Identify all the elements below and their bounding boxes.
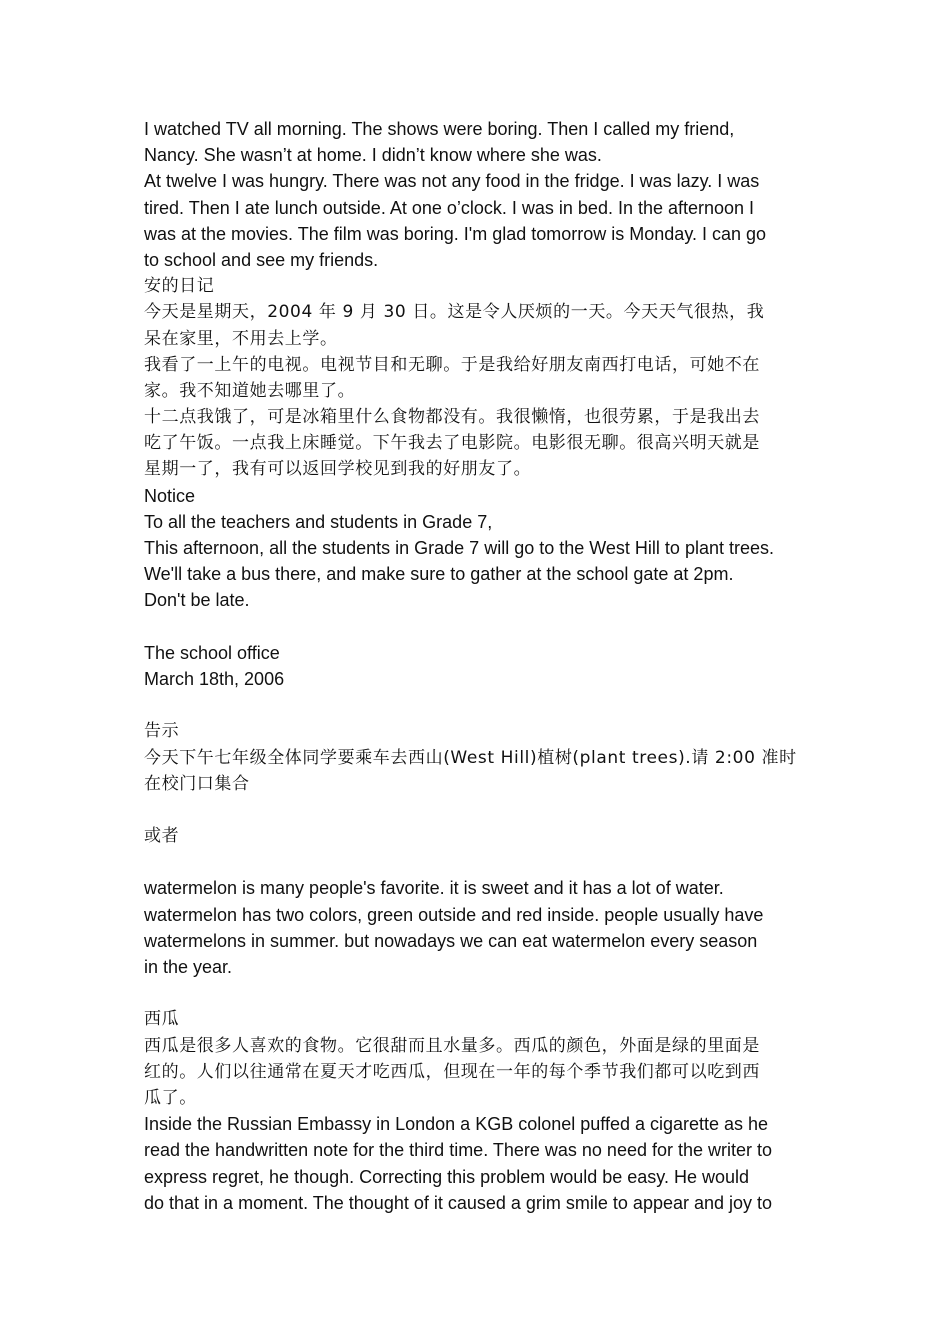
text-line: 或者	[144, 826, 180, 847]
text-line: Don't be late.	[144, 590, 250, 611]
blank-line	[144, 849, 810, 875]
text-line: This afternoon, all the students in Grade 7 will go to the West Hill to plant trees.	[144, 538, 774, 558]
text-line: I watched TV all morning. The shows were boring. Then I called my friend,	[144, 119, 735, 139]
text-line: express regret, he though. Correcting this problem would be easy. He would	[144, 1166, 749, 1187]
text-line: To all the teachers and students in Grade 7,	[144, 511, 493, 532]
text-line: Nancy. She wasn’t at home. I didn’t know where she was.	[144, 145, 602, 166]
blank-line	[144, 797, 810, 823]
text-line: 瓜了。	[144, 1087, 197, 1108]
blank-line	[144, 692, 810, 718]
text-line: 今天下午七年级全体同学要乘车去西山(West Hill)植树(plant trees).请 2:00 准时	[144, 747, 797, 768]
blank-line	[144, 980, 810, 1006]
text-line: tired. Then I ate lunch outside. At one o’clock. I was in bed. In the afternoon I	[144, 197, 755, 218]
blank-line	[144, 614, 810, 640]
text-line: read the handwritten note for the third time. There was no need for the writer to	[144, 1140, 773, 1161]
text-line: was at the movies. The film was boring. I'm glad tomorrow is Monday. I can go	[144, 223, 767, 244]
text-line: 西瓜是很多人喜欢的食物。它很甜而且水量多。西瓜的颜色，外面是绿的里面是	[144, 1035, 760, 1056]
document-body	[144, 116, 810, 1216]
text-line: 安的日记	[144, 276, 215, 297]
text-line: At twelve I was hungry. There was not any food in the fridge. I was lazy. I was	[144, 171, 760, 192]
text-line: do that in a moment. The thought of it caused a grim smile to appear and joy to	[144, 1192, 773, 1213]
text-line: in the year.	[144, 957, 233, 977]
text-line: Inside the Russian Embassy in London a KGB colonel puffed a cigarette as he	[144, 1114, 769, 1135]
text-line: The school office	[144, 642, 280, 663]
text-line: 家。我不知道她去哪里了。	[144, 380, 356, 401]
text-line: 在校门口集合	[144, 773, 250, 794]
text-line: watermelons in summer. but nowadays we can eat watermelon every season	[144, 930, 758, 951]
text-line: 西瓜	[144, 1009, 180, 1030]
text-line: 我看了一上午的电视。电视节目和无聊。于是我给好朋友南西打电话，可她不在	[144, 354, 760, 375]
text-line: 十二点我饿了，可是冰箱里什么食物都没有。我很懒惰，也很劳累，于是我出去	[144, 407, 760, 428]
text-line: 红的。人们以往通常在夏天才吃西瓜，但现在一年的每个季节我们都可以吃到西	[144, 1061, 760, 1082]
text-line: Notice	[144, 485, 196, 506]
text-line: 告示	[144, 721, 180, 742]
text-line: March 18th, 2006	[144, 668, 285, 689]
text-line: to school and see my friends.	[144, 249, 379, 270]
text-line: 星期一了，我有可以返回学校见到我的好朋友了。	[144, 459, 532, 480]
text-line: 呆在家里，不用去上学。	[144, 328, 338, 349]
text-line: watermelon has two colors, green outside and red inside. people usually have	[144, 904, 764, 925]
text-line: 今天是星期天，2004 年 9 月 30 日。这是令人厌烦的一天。今天天气很热，我	[144, 302, 765, 323]
text-line: watermelon is many people's favorite. it is sweet and it has a lot of water.	[144, 878, 724, 899]
text-line: We'll take a bus there, and make sure to gather at the school gate at 2pm.	[144, 564, 734, 585]
text-line: 吃了午饭。一点我上床睡觉。下午我去了电影院。电影很无聊。很高兴明天就是	[144, 433, 760, 454]
